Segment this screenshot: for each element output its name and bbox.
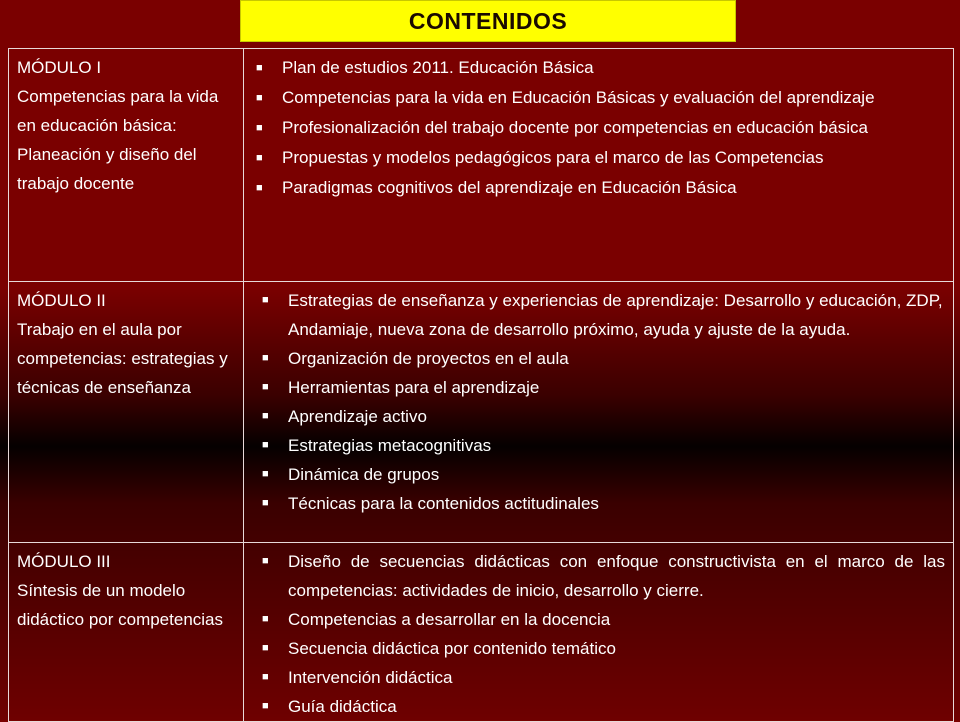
list-item: ■ Aprendizaje activo	[252, 402, 945, 431]
square-bullet-icon: ■	[262, 439, 269, 451]
list-item: ■ Competencias a desarrollar en la docencia	[252, 605, 945, 634]
list-item: ■ Intervención didáctica	[252, 663, 945, 692]
module-2-label: MÓDULO II	[17, 291, 106, 310]
list-item: ■ Guía didáctica	[252, 692, 945, 721]
square-bullet-icon: ■	[256, 152, 263, 164]
module-3-cell	[9, 543, 244, 722]
module-1-title: Competencias para la vida en educación básica: Planeación y diseño del trabajo docente	[17, 87, 219, 193]
module-3-title: Síntesis de un modelo didáctico por competencias	[17, 581, 224, 629]
module-row-1	[9, 49, 954, 282]
contenidos-title: CONTENIDOS	[240, 0, 736, 42]
list-item: ■ Diseño de secuencias didácticas con enfoque constructivista en el marco de las competencias: actividades de inicio, desarrollo y cierre.	[252, 547, 945, 605]
list-item: ■ Organización de proyectos en el aula	[252, 344, 945, 373]
module-row-2	[9, 282, 954, 543]
square-bullet-icon: ■	[256, 92, 263, 104]
square-bullet-icon: ■	[262, 294, 269, 306]
list-item: ■ Estrategias de enseñanza y experiencias de aprendizaje: Desarrollo y educación, ZDP, Andamiaje, nueva zona de desarrollo próximo, ayuda y ajuste de la ayuda.	[252, 286, 945, 344]
module-1-label: MÓDULO I	[17, 58, 102, 77]
list-item: ■ Competencias para la vida en Educación Básicas y evaluación del aprendizaje	[252, 83, 945, 113]
square-bullet-icon: ■	[256, 122, 263, 134]
contents-table	[8, 48, 954, 722]
square-bullet-icon: ■	[262, 352, 269, 364]
list-item: ■ Secuencia didáctica por contenido temático	[252, 634, 945, 663]
square-bullet-icon: ■	[262, 671, 269, 683]
square-bullet-icon: ■	[262, 642, 269, 654]
module-1-topics	[244, 49, 954, 282]
square-bullet-icon: ■	[262, 497, 269, 509]
list-item: ■ Profesionalización del trabajo docente por competencias en educación básica	[252, 113, 945, 143]
list-item: ■ Paradigmas cognitivos del aprendizaje en Educación Básica	[252, 173, 945, 203]
list-item: ■ Herramientas para el aprendizaje	[252, 373, 945, 402]
module-row-3	[9, 543, 954, 722]
list-item: ■ Plan de estudios 2011. Educación Básica	[252, 53, 945, 83]
module-2-topics	[244, 282, 954, 543]
list-item: ■ Dinámica de grupos	[252, 460, 945, 489]
square-bullet-icon: ■	[262, 410, 269, 422]
square-bullet-icon: ■	[262, 613, 269, 625]
module-2-cell	[9, 282, 244, 543]
module-3-label: MÓDULO III	[17, 552, 111, 571]
module-1-cell	[9, 49, 244, 282]
module-3-topics	[244, 543, 954, 722]
square-bullet-icon: ■	[262, 468, 269, 480]
square-bullet-icon: ■	[262, 381, 269, 393]
square-bullet-icon: ■	[262, 555, 269, 567]
square-bullet-icon: ■	[262, 700, 269, 712]
list-item: ■ Técnicas para la contenidos actitudinales	[252, 489, 945, 518]
square-bullet-icon: ■	[256, 182, 263, 194]
list-item: ■ Propuestas y modelos pedagógicos para el marco de las Competencias	[252, 143, 945, 173]
module-2-title: Trabajo en el aula por competencias: estrategias y técnicas de enseñanza	[17, 320, 228, 397]
list-item: ■ Estrategias metacognitivas	[252, 431, 945, 460]
square-bullet-icon: ■	[256, 62, 263, 74]
